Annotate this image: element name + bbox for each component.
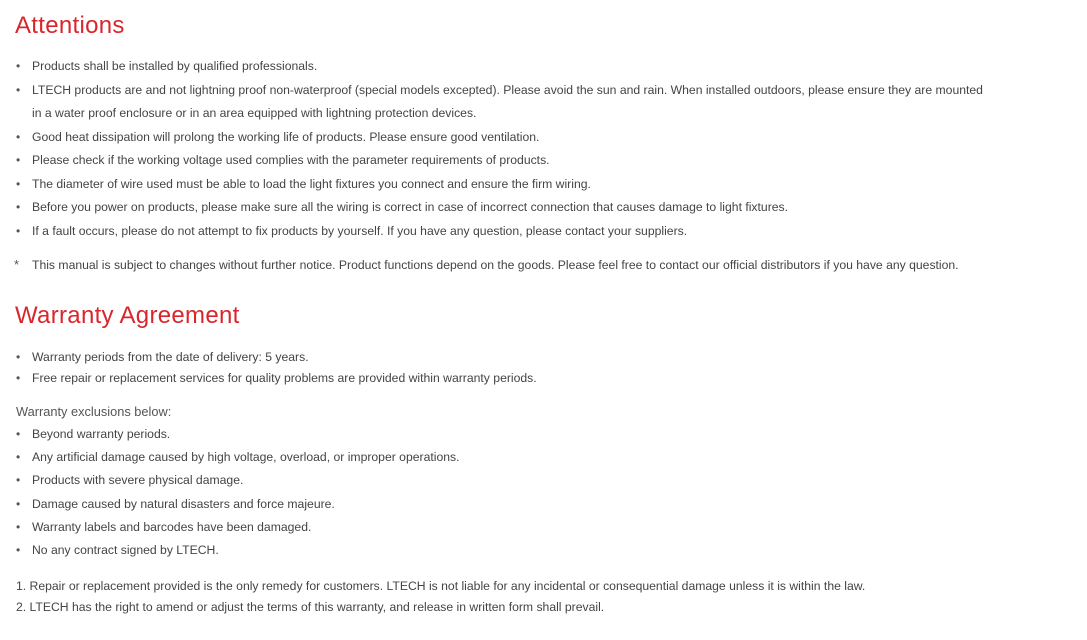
attention-item-3: Good heat dissipation will prolong the working life of products. Please ensure good ventilation.	[32, 130, 540, 144]
attention-item-5: The diameter of wire used must be able to load the light fixtures you connect and ensure the firm wiring.	[32, 177, 591, 191]
warranty-term-1: 1. Repair or replacement provided is the only remedy for customers. LTECH is not liable for any incidental or consequential damage unless it is within the law.	[16, 579, 866, 593]
bullet-icon: •	[16, 59, 21, 73]
bullet-icon: •	[16, 427, 21, 441]
attention-item-6: Before you power on products, please make sure all the wiring is correct in case of incorrect connection that causes damage to light fixtures.	[32, 200, 789, 214]
bullet-icon: •	[16, 520, 21, 534]
bullet-icon: •	[16, 200, 21, 214]
bullet-icon: •	[16, 543, 21, 557]
warranty-heading: Warranty Agreement	[15, 302, 240, 329]
attention-item-1: Products shall be installed by qualified professionals.	[32, 59, 318, 73]
warranty-term-2: 2. LTECH has the right to amend or adjust the terms of this warranty, and release in written form shall prevail.	[16, 600, 605, 614]
bullet-icon: •	[16, 153, 21, 167]
attentions-note: This manual is subject to changes without further notice. Product functions depend on the goods. Please feel free to contact our official distributors if you have any question.	[32, 258, 959, 272]
attentions-heading: Attentions	[15, 12, 125, 39]
attention-item-7: If a fault occurs, please do not attempt to fix products by yourself. If you have any question, please contact your suppliers.	[32, 224, 688, 238]
asterisk-icon: *	[14, 257, 20, 272]
bullet-icon: •	[16, 83, 21, 97]
exclusion-item-4: Damage caused by natural disasters and force majeure.	[32, 497, 335, 511]
bullet-icon: •	[16, 130, 21, 144]
bullet-icon: •	[16, 350, 21, 364]
bullet-icon: •	[16, 177, 21, 191]
attention-item-2: LTECH products are and not lightning proof non-waterproof (special models excepted). Please avoid the sun and rain. When installed outdoors, please ensure they are mounted	[32, 83, 983, 97]
bullet-icon: •	[16, 371, 21, 385]
warranty-item-2: Free repair or replacement services for quality problems are provided within warranty periods.	[32, 371, 537, 385]
bullet-icon: •	[16, 450, 21, 464]
warranty-item-1: Warranty periods from the date of delivery: 5 years.	[32, 350, 309, 364]
bullet-icon: •	[16, 497, 21, 511]
exclusion-item-2: Any artificial damage caused by high voltage, overload, or improper operations.	[32, 450, 460, 464]
attention-item-2-continued: in a water proof enclosure or in an area equipped with lightning protection devices.	[32, 106, 477, 120]
bullet-icon: •	[16, 473, 21, 487]
exclusion-item-6: No any contract signed by LTECH.	[32, 543, 219, 557]
exclusions-heading: Warranty exclusions below:	[16, 404, 172, 419]
bullet-icon: •	[16, 224, 21, 238]
exclusion-item-1: Beyond warranty periods.	[32, 427, 171, 441]
exclusion-item-3: Products with severe physical damage.	[32, 473, 244, 487]
attention-item-4: Please check if the working voltage used complies with the parameter requirements of products.	[32, 153, 550, 167]
exclusion-item-5: Warranty labels and barcodes have been damaged.	[32, 520, 312, 534]
